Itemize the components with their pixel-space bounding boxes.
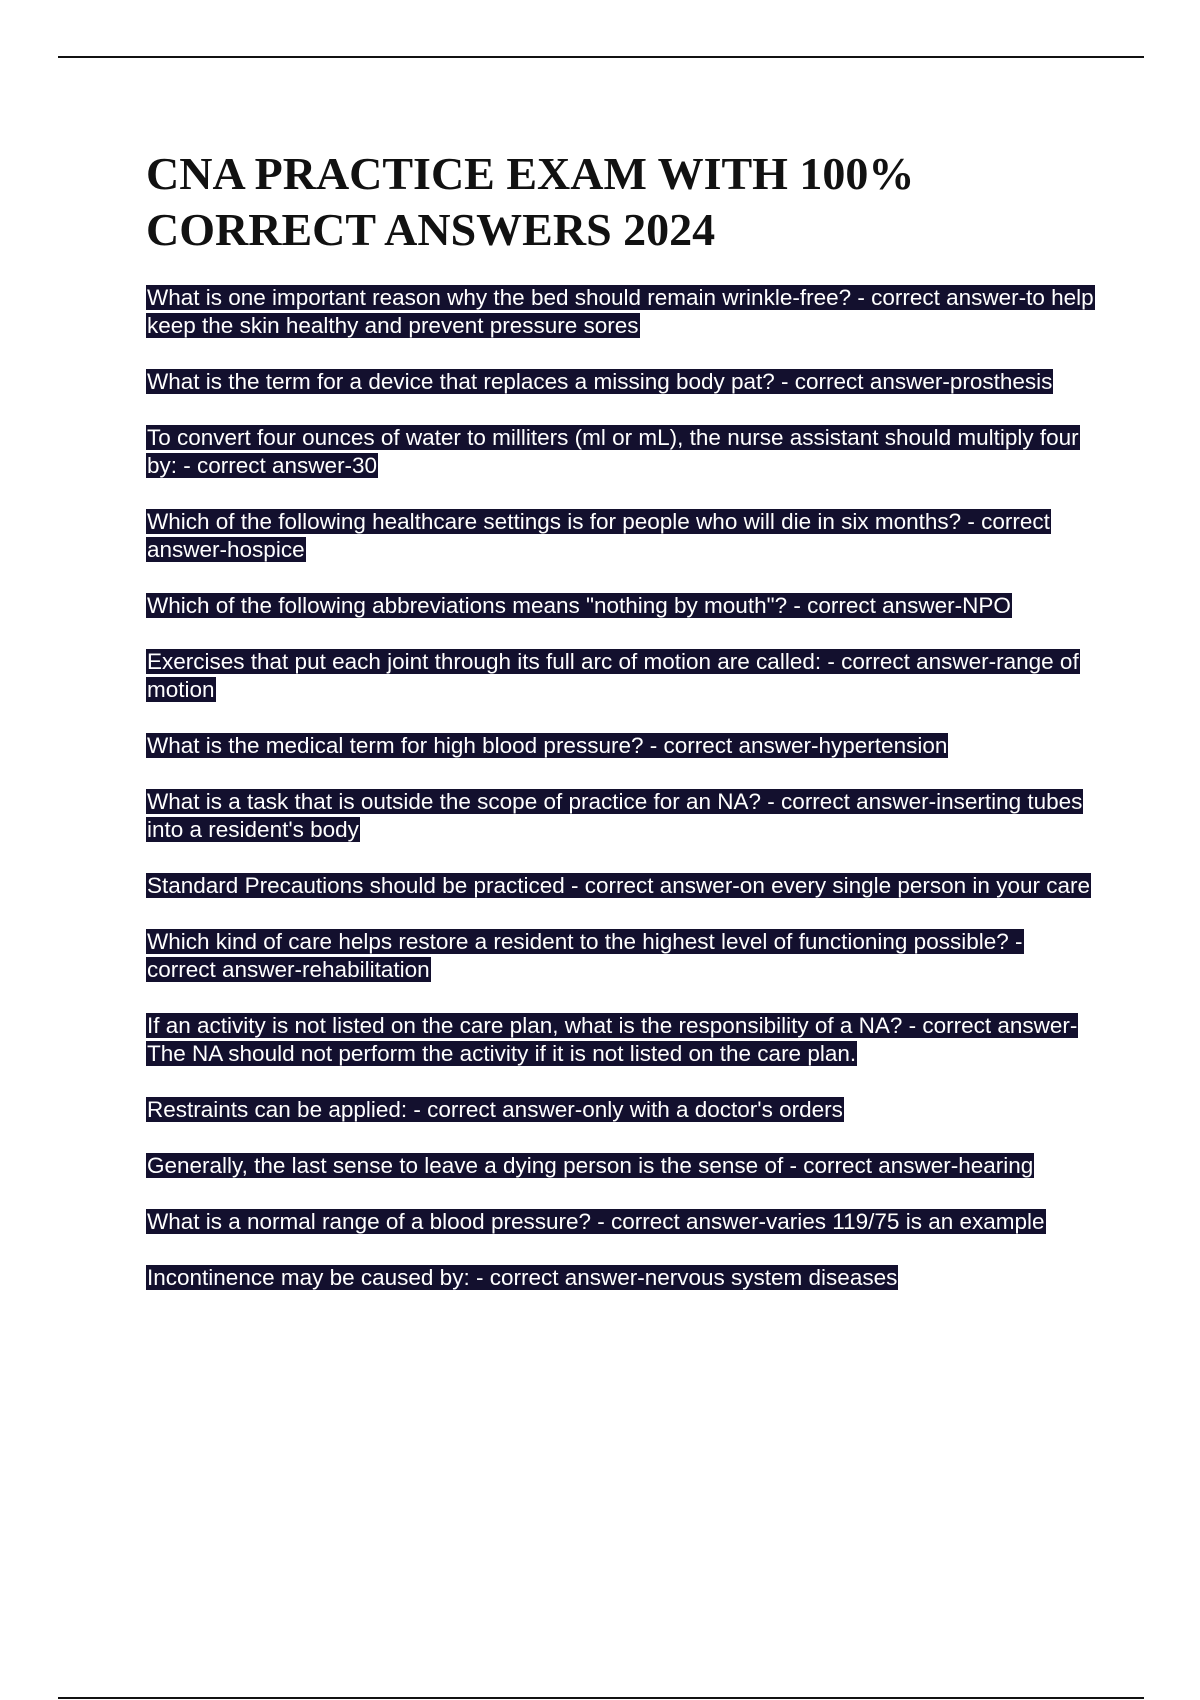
qa-item-text: Exercises that put each joint through its full arc of motion are called: - correct answer-range of motion — [147, 649, 1079, 702]
qa-item — [146, 368, 1096, 396]
qa-item-text: What is a task that is outside the scope of practice for an NA? - correct answer-inserting tubes into a resident's body — [147, 789, 1083, 842]
qa-item-text: To convert four ounces of water to milliters (ml or mL), the nurse assistant should multiply four by: - correct answer-30 — [147, 425, 1079, 478]
qa-item-text: What is one important reason why the bed should remain wrinkle-free? - correct answer-to help keep the skin healthy and prevent pressure sores — [147, 285, 1094, 338]
qa-item — [146, 1096, 1096, 1124]
qa-item-text: Generally, the last sense to leave a dying person is the sense of - correct answer-hearing — [147, 1153, 1034, 1178]
qa-item-text: Restraints can be applied: - correct answer-only with a doctor's orders — [147, 1097, 843, 1122]
qa-item-text: If an activity is not listed on the care plan, what is the responsibility of a NA? - correct answer-The NA should not perform the activity if it is not listed on the care plan. — [147, 1013, 1078, 1066]
qa-item — [146, 1012, 1096, 1068]
top-divider — [58, 56, 1144, 58]
qa-item-text: What is the medical term for high blood pressure? - correct answer-hypertension — [147, 733, 948, 758]
qa-item — [146, 284, 1096, 340]
qa-item — [146, 508, 1096, 564]
qa-item — [146, 788, 1096, 844]
qa-item — [146, 928, 1096, 984]
qa-item — [146, 872, 1096, 900]
qa-item — [146, 424, 1096, 480]
qa-item-text: Standard Precautions should be practiced - correct answer-on every single person in your care — [147, 873, 1090, 898]
page-title: CNA PRACTICE EXAM WITH 100% CORRECT ANSWERS 2024 — [146, 148, 915, 255]
qa-item — [146, 1264, 1096, 1292]
qa-item-text: Which of the following abbreviations means "nothing by mouth"? - correct answer-NPO — [147, 593, 1011, 618]
qa-item — [146, 732, 1096, 760]
qa-item-text: Which kind of care helps restore a resident to the highest level of functioning possible? - correct answer-rehabilitation — [147, 929, 1023, 982]
qa-item-text: What is the term for a device that replaces a missing body pat? - correct answer-prosthesis — [147, 369, 1053, 394]
qa-item — [146, 1152, 1096, 1180]
qa-item — [146, 592, 1096, 620]
qa-item-text: Incontinence may be caused by: - correct answer-nervous system diseases — [147, 1265, 898, 1290]
qa-item — [146, 1208, 1096, 1236]
qa-item — [146, 648, 1096, 704]
bottom-divider — [58, 1697, 1144, 1699]
qa-item-text: What is a normal range of a blood pressure? - correct answer-varies 119/75 is an example — [147, 1209, 1045, 1234]
qa-list — [146, 284, 1096, 1320]
qa-item-text: Which of the following healthcare settings is for people who will die in six months? - correct answer-hospice — [147, 509, 1050, 562]
